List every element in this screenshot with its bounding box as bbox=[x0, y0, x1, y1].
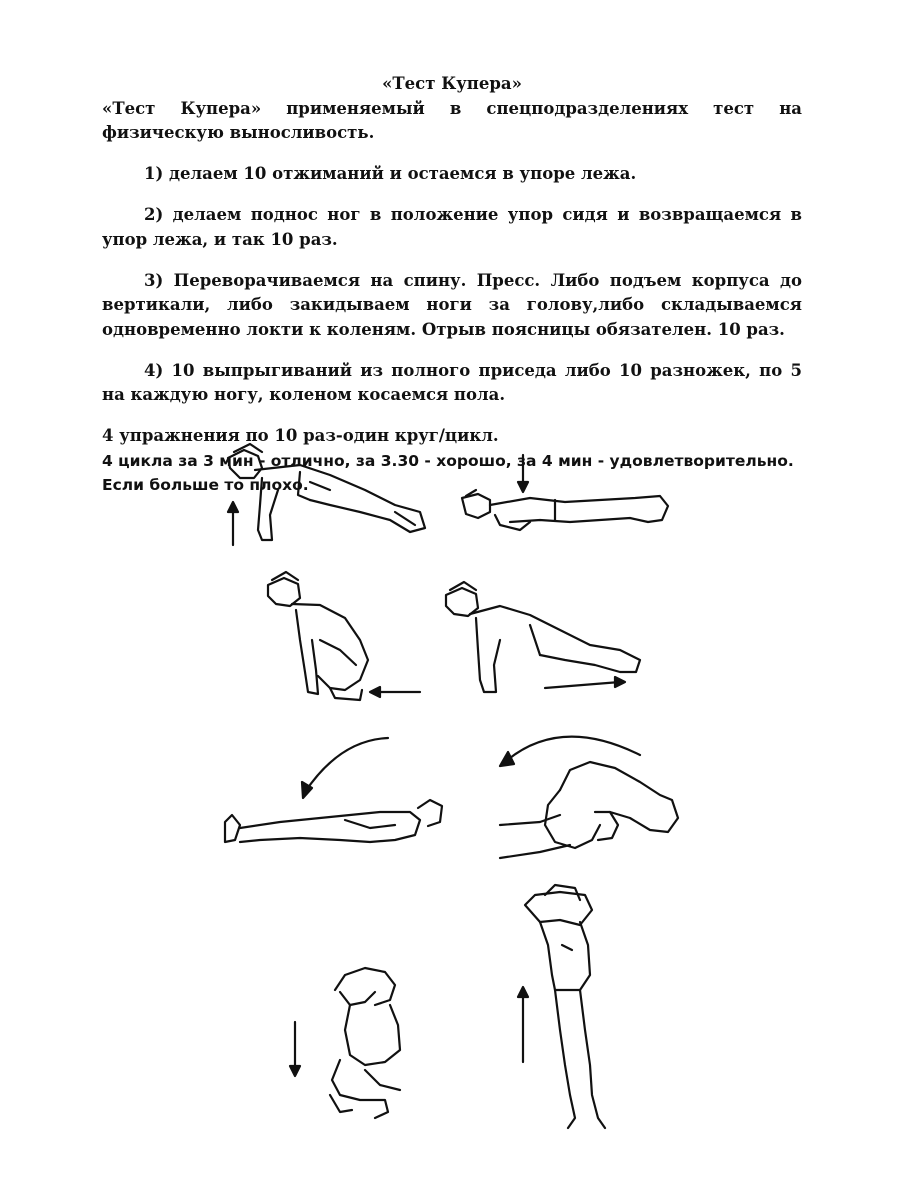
figure-pushup-bottom bbox=[462, 455, 668, 530]
figure-jump-standing bbox=[518, 885, 605, 1128]
grade-satisfactory: - удовлетворительно. bbox=[592, 451, 794, 470]
figure-pushup-top bbox=[228, 444, 425, 545]
grades-prefix: 4 цикла за bbox=[102, 451, 204, 470]
grade-excellent: - отлично, за bbox=[253, 451, 381, 470]
closing-line: Если больше то плохо. bbox=[102, 476, 309, 494]
figure-squat-crouch bbox=[268, 572, 420, 700]
figure-lying-back bbox=[225, 738, 442, 842]
time-good: 3.30 bbox=[380, 451, 420, 470]
step-2: 2) делаем поднос ног в положение упор сидя и возвращаемся в упор лежа, и так 10 раз. bbox=[102, 205, 802, 249]
figure-legs-over-head bbox=[500, 737, 678, 858]
time-satisfactory: 4 мин bbox=[541, 451, 593, 470]
grade-good: - хорошо, за bbox=[419, 451, 542, 470]
page-title: «Тест Купера» bbox=[382, 74, 522, 93]
figure-deep-squat bbox=[290, 968, 400, 1118]
step-1: 1) делаем 10 отжиманий и остаемся в упоре лежа. bbox=[144, 164, 637, 183]
figure-squat-plank bbox=[446, 582, 640, 692]
cycle-line: 4 упражнения по 10 раз-один круг/цикл. bbox=[102, 426, 499, 445]
intro-paragraph: «Тест Купера» применяемый в спецподразделениях тест на физическую выносливость. bbox=[102, 98, 802, 142]
step-4: 4) 10 выпрыгиваний из полного приседа либо 10 разножек, по 5 на каждую ногу, коленом косаемся пола. bbox=[102, 360, 802, 404]
step-3: 3) Переворачиваемся на спину. Пресс. Либо подъем корпуса до вертикали, либо закидываем ноги за голову,либо складываемся одновременно локти к коленям. Отрыв поясницы обязателен. 10 раз. bbox=[102, 270, 802, 339]
time-excellent: 3 мин bbox=[203, 451, 254, 470]
